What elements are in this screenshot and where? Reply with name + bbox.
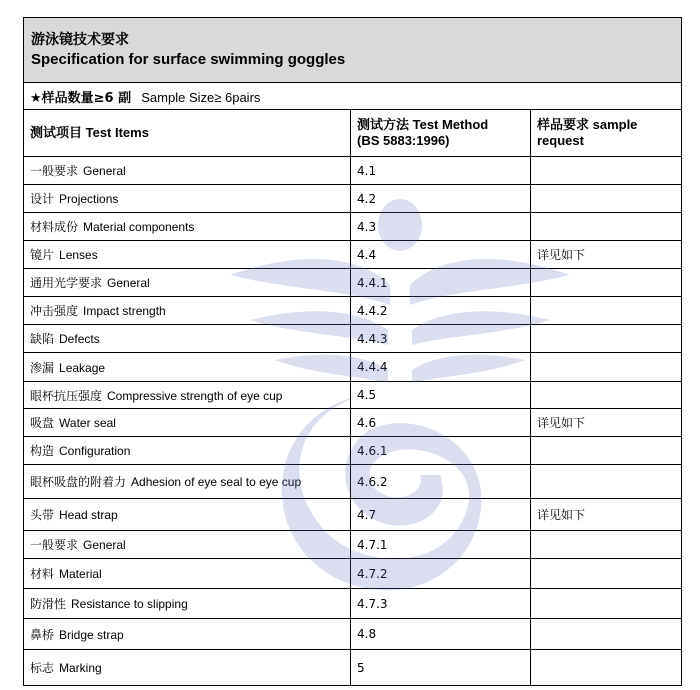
- test-item-cell: [24, 589, 351, 619]
- sample-request-cell: 详见如下: [531, 241, 682, 269]
- table-row: [24, 499, 682, 531]
- test-item-english: Impact strength: [83, 304, 166, 318]
- sample-request-cell: [531, 382, 682, 409]
- test-item-chinese: 标志: [30, 661, 55, 675]
- test-item-cell: [24, 269, 351, 297]
- sample-size-chinese: ★样品数量≥6 副: [30, 90, 132, 106]
- test-item-chinese: 材料成份: [30, 220, 79, 234]
- test-item-english: Adhesion of eye seal to eye cup: [131, 475, 302, 489]
- test-item-english: Defects: [59, 332, 100, 346]
- header-test-method: [351, 110, 531, 157]
- sample-request-cell: [531, 437, 682, 465]
- test-item-cell: [24, 499, 351, 531]
- test-item-cell: [24, 297, 351, 325]
- test-item-english: Bridge strap: [59, 627, 124, 642]
- header-sample-request-line2: request: [537, 133, 584, 148]
- test-method-cell: 4.2: [351, 185, 531, 213]
- test-item-english: Head strap: [59, 508, 118, 522]
- test-item-cell: [24, 559, 351, 589]
- test-item-english: Lenses: [59, 248, 98, 262]
- test-item-english: Leakage: [59, 360, 106, 375]
- test-item-cell: [24, 185, 351, 213]
- test-item-cell: [24, 619, 351, 650]
- header-test-method-line1: 测试方法 Test Method: [357, 117, 489, 132]
- test-item-cell: [24, 353, 351, 382]
- sample-row: [24, 83, 682, 110]
- test-item-english: General: [107, 276, 150, 290]
- table-row: [24, 325, 682, 353]
- test-item-english: General: [83, 164, 126, 178]
- table-row: [24, 297, 682, 325]
- test-item-chinese: 吸盘: [30, 416, 55, 430]
- title-english: Specification for surface swimming goggles: [31, 51, 346, 68]
- test-item-english: Water seal: [59, 416, 116, 430]
- test-item-cell: [24, 465, 351, 499]
- table-row: [24, 437, 682, 465]
- test-method-cell: 4.8: [351, 619, 531, 650]
- test-method-cell: 4.4.4: [351, 353, 531, 382]
- title-chinese: 游泳镜技术要求: [31, 32, 129, 48]
- table-row: [24, 589, 682, 619]
- sample-request-cell: 详见如下: [531, 499, 682, 531]
- test-method-cell: 5: [351, 650, 531, 686]
- test-item-cell: [24, 157, 351, 185]
- sample-size-english: Sample Size≥ 6pairs: [141, 89, 261, 105]
- test-method-cell: 4.6.1: [351, 437, 531, 465]
- test-item-chinese: 缺陷: [30, 332, 55, 346]
- test-item-english: Compressive strength of eye cup: [107, 388, 283, 403]
- test-item-english: Projections: [59, 192, 119, 206]
- test-method-cell: 4.4.3: [351, 325, 531, 353]
- test-item-cell: [24, 409, 351, 437]
- sample-request-cell: [531, 353, 682, 382]
- test-item-cell: [24, 325, 351, 353]
- test-item-english: Marking: [59, 661, 102, 675]
- header-sample-request-line1: 样品要求 sample: [537, 117, 638, 132]
- test-method-cell: 4.3: [351, 213, 531, 241]
- table-row: [24, 157, 682, 185]
- test-method-cell: 4.7: [351, 499, 531, 531]
- test-item-chinese: 一般要求: [30, 164, 79, 178]
- sample-request-cell: [531, 157, 682, 185]
- test-item-cell: [24, 241, 351, 269]
- header-row: [24, 110, 682, 157]
- table-row: [24, 382, 682, 409]
- table-row: [24, 619, 682, 650]
- test-item-chinese: 一般要求: [30, 538, 79, 552]
- test-method-cell: 4.4: [351, 241, 531, 269]
- test-item-chinese: 通用光学要求: [30, 276, 103, 290]
- title-cell: [24, 18, 682, 83]
- table-row: [24, 185, 682, 213]
- test-item-english: Material components: [83, 220, 195, 234]
- sample-size-cell: [24, 83, 682, 110]
- header-test-items: 测试项目 Test Items: [24, 110, 351, 157]
- test-method-cell: 4.7.2: [351, 559, 531, 589]
- sample-request-cell: [531, 297, 682, 325]
- sample-request-cell: [531, 465, 682, 499]
- test-item-chinese: 材料: [30, 567, 55, 581]
- test-method-cell: 4.6.2: [351, 465, 531, 499]
- test-item-english: Configuration: [59, 444, 131, 458]
- table-row: [24, 269, 682, 297]
- test-method-cell: 4.5: [351, 382, 531, 409]
- test-item-cell: [24, 437, 351, 465]
- test-item-cell: [24, 382, 351, 409]
- sample-request-cell: [531, 325, 682, 353]
- test-item-chinese: 防滑性: [30, 597, 67, 611]
- table-row: [24, 213, 682, 241]
- test-method-cell: 4.1: [351, 157, 531, 185]
- spec-sheet: [23, 17, 681, 686]
- test-item-english: Material: [59, 567, 102, 581]
- table-row: [24, 465, 682, 499]
- sample-request-cell: [531, 589, 682, 619]
- test-item-chinese: 镜片: [30, 248, 55, 262]
- sample-request-cell: [531, 559, 682, 589]
- test-item-cell: [24, 531, 351, 559]
- test-item-english: General: [83, 538, 126, 552]
- test-item-chinese: 眼杯吸盘的附着力: [30, 475, 127, 489]
- table-row: [24, 559, 682, 589]
- sample-request-cell: [531, 619, 682, 650]
- test-item-chinese: 头带: [30, 508, 55, 522]
- sample-request-cell: [531, 531, 682, 559]
- test-method-cell: 4.6: [351, 409, 531, 437]
- test-item-cell: [24, 650, 351, 686]
- sample-request-cell: [531, 185, 682, 213]
- test-item-chinese: 眼杯抗压强度: [30, 388, 103, 403]
- test-item-english: Resistance to slipping: [71, 597, 188, 611]
- title-row: [24, 18, 682, 83]
- table-row: [24, 531, 682, 559]
- test-item-chinese: 构造: [30, 444, 55, 458]
- test-item-chinese: 设计: [30, 192, 55, 206]
- test-method-cell: 4.4.2: [351, 297, 531, 325]
- sample-request-cell: [531, 269, 682, 297]
- table-row: [24, 353, 682, 382]
- test-item-chinese: 渗漏: [30, 360, 55, 375]
- sample-request-cell: 详见如下: [531, 409, 682, 437]
- table-row: [24, 409, 682, 437]
- test-method-cell: 4.7.3: [351, 589, 531, 619]
- spec-table: [23, 17, 682, 686]
- test-item-chinese: 鼻桥: [30, 627, 55, 642]
- test-method-cell: 4.4.1: [351, 269, 531, 297]
- sample-request-cell: [531, 650, 682, 686]
- test-item-chinese: 冲击强度: [30, 304, 79, 318]
- table-row: [24, 650, 682, 686]
- sample-request-cell: [531, 213, 682, 241]
- test-method-cell: 4.7.1: [351, 531, 531, 559]
- table-row: [24, 241, 682, 269]
- test-item-cell: [24, 213, 351, 241]
- header-sample-request: [531, 110, 682, 157]
- header-test-method-line2: (BS 5883:1996): [357, 133, 450, 148]
